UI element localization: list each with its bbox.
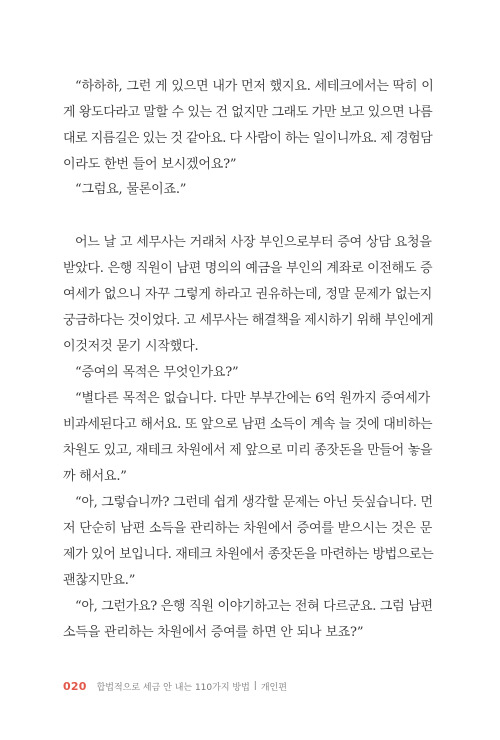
page-number: 020 <box>63 679 87 693</box>
body-line: 게 왕도다라고 말할 수 있는 건 없지만 그래도 가만 보고 있으면 나름 <box>63 105 433 120</box>
body-line: 차원도 있고, 재테크 차원에서 제 앞으로 미리 종잣돈을 만들어 놓을 <box>63 443 433 458</box>
book-title: 합법적으로 세금 안 내는 110가지 방법 <box>96 682 250 693</box>
body-line: 어느 날 고 세무사는 거래처 사장 부인으로부터 증여 상담 요청을 <box>75 235 432 250</box>
body-line: 저 단순히 남편 소득을 관리하는 차원에서 증여를 받으시는 것은 문 <box>63 521 433 536</box>
body-line: 소득을 관리하는 차원에서 증여를 하면 안 되나 보죠?” <box>63 625 364 640</box>
body-line: “별다른 목적은 없습니다. 다만 부부간에는 6억 원까지 증여세가 <box>75 391 430 406</box>
body-line: “하하하, 그런 게 있으면 내가 먼저 했지요. 세테크에서는 딱히 이 <box>75 79 434 94</box>
body-line: “증여의 목적은 무엇인가요?” <box>75 365 239 380</box>
body-line: “아, 그런가요? 은행 직원 이야기하고는 전혀 다르군요. 그럼 남편 <box>75 599 433 614</box>
chapter-label: 개인편 <box>260 682 287 693</box>
body-line: 이것저것 묻기 시작했다. <box>63 339 199 354</box>
body-line: 대로 지름길은 있는 것 같아요. 다 사람이 하는 일이니까요. 제 경험담 <box>63 131 433 146</box>
body-line: 까 해서요.” <box>63 469 127 484</box>
body-line: 비과세된다고 해서요. 또 앞으로 남편 소득이 계속 늘 것에 대비하는 <box>63 417 433 432</box>
body-line: 궁금하다는 것이었다. 고 세무사는 해결책을 제시하기 위해 부인에게 <box>63 313 434 328</box>
body-line: 이라도 한번 들어 보시겠어요?” <box>63 157 237 172</box>
page-footer <box>63 678 287 694</box>
body-line: “그럼요, 물론이죠.” <box>75 182 187 197</box>
body-line: 괜찮지만요.” <box>63 573 136 588</box>
footer-separator: | <box>253 681 257 691</box>
body-line: 제가 있어 보입니다. 재테크 차원에서 종잣돈을 마련하는 방법으로는 <box>63 547 434 562</box>
body-line: 여세가 없으니 자꾸 그렇게 하라고 권유하는데, 정말 문제가 없는지 <box>63 287 433 302</box>
body-line: 받았다. 은행 직원이 남편 명의의 예금을 부인의 계좌로 이전해도 증 <box>63 261 433 276</box>
body-line: “아, 그렇습니까? 그런데 쉽게 생각할 문제는 아닌 듯싶습니다. 먼 <box>75 495 433 510</box>
